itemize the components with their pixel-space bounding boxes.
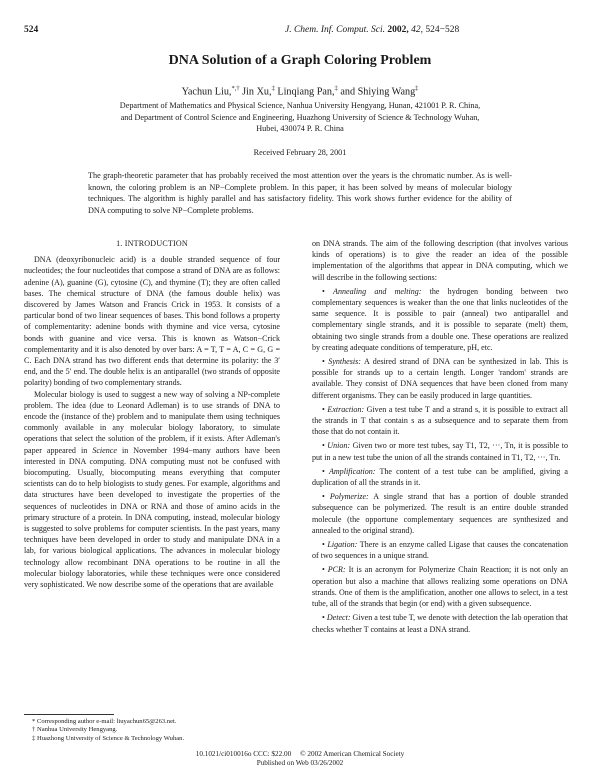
list-item-text: There is an enzyme called Ligase that causes the concatenation of two sequences in a unique strand. [312,540,568,561]
list-item: • Annealing and melting: the hydrogen bonding between two complementary sequences is weaker than the one that links nucleotides of the same sequence. It is possible to pair (anneal) two antiparallel and complementary single strands, and it is possible to separate (melt) them, obtaining two single strands from a double one. These operations are realized by creating adequate conditions of temperature, pH, etc. [312,286,568,352]
doi-copyright: 10.1021/ci010016o CCC: $22.00 © 2002 American Chemical Society [195,750,405,758]
paper-title: DNA Solution of a Graph Coloring Problem [168,53,432,68]
list-item-term: Extraction: [327,404,365,414]
footnotes [24,718,280,743]
author-list [0,82,600,98]
paragraph: on DNA strands. The aim of the following description (that involves various kinds of operations) is to give the reader an idea of the possible implementation of the algorithms that appear in DNA computing, which we will describe in the following sections: [312,239,568,282]
list-item-term: Union: [327,441,351,451]
author-name: Yachun Liu, [181,86,232,98]
page-number: 524 [24,25,39,35]
journal-reference: Science [92,445,117,455]
affiliation-line: Department of Mathematics and Physical Science, Nanhua University Hengyang, Hunan, 421001 P. R. China, [119,101,481,110]
author-mark: ‡ [415,85,419,92]
list-item-text: It is an acronym for Polymerize Chain Reaction; it is not only an operation but also a machine that allows realizing some operations on DNA strands. One of them is the amplification, another one allows to select, in a test tube, all of the strands that begin (or end) with a given subsequence. [312,565,568,609]
list-item-text: The content of a test tube can be amplified, giving a duplication of all the strands in it. [312,466,568,488]
list-item-text: Given two or more test tubes, say T1, T2, ···, Tn, it is possible to put in a new test tube the union of all the strands contained in T1, T2, ···, Tn. [312,441,568,462]
list-item-text: A desired strand of DNA can be synthesized in lab. This is possible for strands up to a certain length. Longer 'random' strands are available. They consist of DNA sequences that have been cloned from many different organisms. They can be easily produced in large quantities. [312,357,568,400]
author-mark: ‡ [334,85,338,92]
list-item-text: the hydrogen bonding between two complementary sequences is weaker than the one that links nucleotides of the same sequence. It is possible to pair (anneal) two antiparallel and complementary single strands, and it is possible to separate (melt) them, obtaining two single strands from a double one. These operations are realized by creating adequate conditions of temperature, pH, etc. [312,286,568,352]
author-name: and Shiying Wang [337,86,416,98]
list-item: • Ligation: There is an enzyme called Ligase that causes the concatenation of two sequences in a unique strand. [312,540,568,561]
paragraph: DNA (deoxyribonucleic acid) is a double stranded sequence of four nucleotides; the four nucleotides that compose a strand of DNA are as follows: adenine (A), guanine (G), cytosine (C), and thymine (T); they are often called bases. The chemical structure of DNA (the famous double helix) was discovered by James Watson and Francis Crick in 1953. It consists of a particular bond of two linear sequences of bases. This bond follows a property of complementarity: adenine bonds with thymine and vice versa, cytosine bonds with guanine and vice versa. This is known as Watson−Crick complementarity and it is also denoted by over bars: A = T, T = A, C = G, G = C. Each DNA strand has two different ends that determine its polarity: the 3′ end, and the 5′ end. The double helix is an antiparallel (two strands of opposite polarity) bonding of two complementary strands. [24,255,280,388]
list-item: • Synthesis: A desired strand of DNA can be synthesized in lab. This is possible for strands up to a certain length. Longer 'random' strands are available. They consist of DNA sequences that have been cloned from many different organisms. They can be easily produced in large quantities. [312,357,568,400]
page-footer [0,750,600,767]
left-column [24,238,280,590]
list-item-term: PCR: [327,565,346,575]
list-item: • Detect: Given a test tube T, we denote with detection the lab operation that checks whether T contains at least a DNA strand. [312,613,568,634]
author-mark: *,† [231,85,240,92]
affiliation-line: and Department of Control Science and Engineering, Huazhong University of Science & Technology Wuhan, [120,112,480,122]
list-item-term: Ligation: [327,540,358,550]
paragraph-text: in November 1994−many authors have been interested in DNA computing. DNA computing must not be confused with biocomputing. Usually, biocomputing means everything that computer scientists can do to help biologists to study genes. For example, algorithms and data structures have been developed to investigate the properties of the sequences of nucleotides in DNA or RNA and those of amino acids in the primary structure of a protein. In DNA computing, instead, molecular biology is suggested to solve problems for computer scientists. In the past years, many techniques have been developed in order to study and manipulate DNA in a lab, for various biological applications. The advances in molecular biology technology allow recombinant DNA operations to be routine in all the molecular biology laboratories, while these techniques were once considered very sophisticated. We now describe some of the operations that are available [24,445,281,590]
journal-citation [285,24,459,36]
author-name: Jin Xu, [239,86,272,98]
list-item-term: Detect: [326,613,351,623]
abstract: The graph-theoretic parameter that has probably received the most attention over the years is the chromatic number. As is well-known, the coloring problem is an NP−Complete problem. In this paper, it has been solved by means of molecular biology techniques. The algorithm is highly parallel and has satisfactory fidelity. This work shows further evidence for the ability of DNA computing to solve NP−Complete problems. [88,171,512,215]
author-mark: ‡ [271,85,275,92]
journal-name: J. Chem. Inf. Comput. Sci. [285,25,386,35]
paragraph-text: Molecular biology is used to suggest a new way of solving a NP-complete problem. The idea (due to Leonard Adleman) is to use strands of DNA to encode the (instance of the) problem and to manipulate them using techniques commonly available in any molecular biology laboratory, to simulate operations that select the solution of the problem, if it exists. After Adleman's paper appeared in [24,389,280,455]
section-heading: 1. INTRODUCTION [116,239,188,248]
list-item-term: Annealing and melting: [333,286,422,296]
journal-year: 2002, [387,25,409,35]
list-item: • Polymerize: A single strand that has a portion of double stranded subsequence can be polymerized. The result is an entire double stranded molecule (the opportune complementary sequences are synthesized and annealed to the original strand). [312,492,568,535]
list-item-term: Amplification: [328,466,376,476]
footnote: * Corresponding author e-mail: liuyachun65@263.net. [32,718,177,725]
list-item: • PCR: It is an acronym for Polymerize Chain Reaction; it is not only an operation but also a machine that allows realizing some operations on DNA strands. One of them is the amplification, another one allows to select, in a test tube, all of the strands that begin (or end) with a given subsequence. [312,565,568,609]
paragraph [24,389,280,591]
footnote: ‡ Huazhong University of Science & Technology Wuhan. [32,734,185,742]
author-name: Linqiang Pan, [274,86,335,98]
list-item-text: Given a test tube T, we denote with detection the lab operation that checks whether T contains at least a DNA strand. [312,613,568,634]
published-date: Published on Web 03/26/2002 [256,758,344,767]
list-item-text: A single strand that has a portion of double stranded subsequence can be polymerized. The result is an entire double stranded molecule (the opportune complementary sequences are synthesized and annealed to the original strand). [312,492,568,535]
list-item-text: Given a test tube T and a strand s, it is possible to extract all the strands in T that contain s as a subsequence and to separate them from those that do not contain it. [312,404,568,437]
list-item: • Amplification: The content of a test tube can be amplified, giving a duplication of all the strands in it. [312,466,568,488]
journal-volume: 42, [411,25,424,35]
journal-pages: 524−528 [425,25,460,35]
list-item: • Union: Given two or more test tubes, say T1, T2, ···, Tn, it is possible to put in a new test tube the union of all the strands contained in T1, T2, ···, Tn. [312,441,568,462]
right-column [312,238,568,635]
affiliation [60,100,540,135]
footnote: † Nanhua University Hengyang. [32,726,118,734]
list-item-term: Polymerize: [329,492,369,502]
received-date: Received February 28, 2001 [253,148,347,157]
footnote-divider [24,714,114,715]
list-item-term: Synthesis: [328,357,361,367]
list-item: • Extraction: Given a test tube T and a strand s, it is possible to extract all the strands in T that contain s as a subsequence and to separate them from those that do not contain it. [312,404,568,437]
affiliation-line: Hubei, 430074 P. R. China [256,124,344,133]
